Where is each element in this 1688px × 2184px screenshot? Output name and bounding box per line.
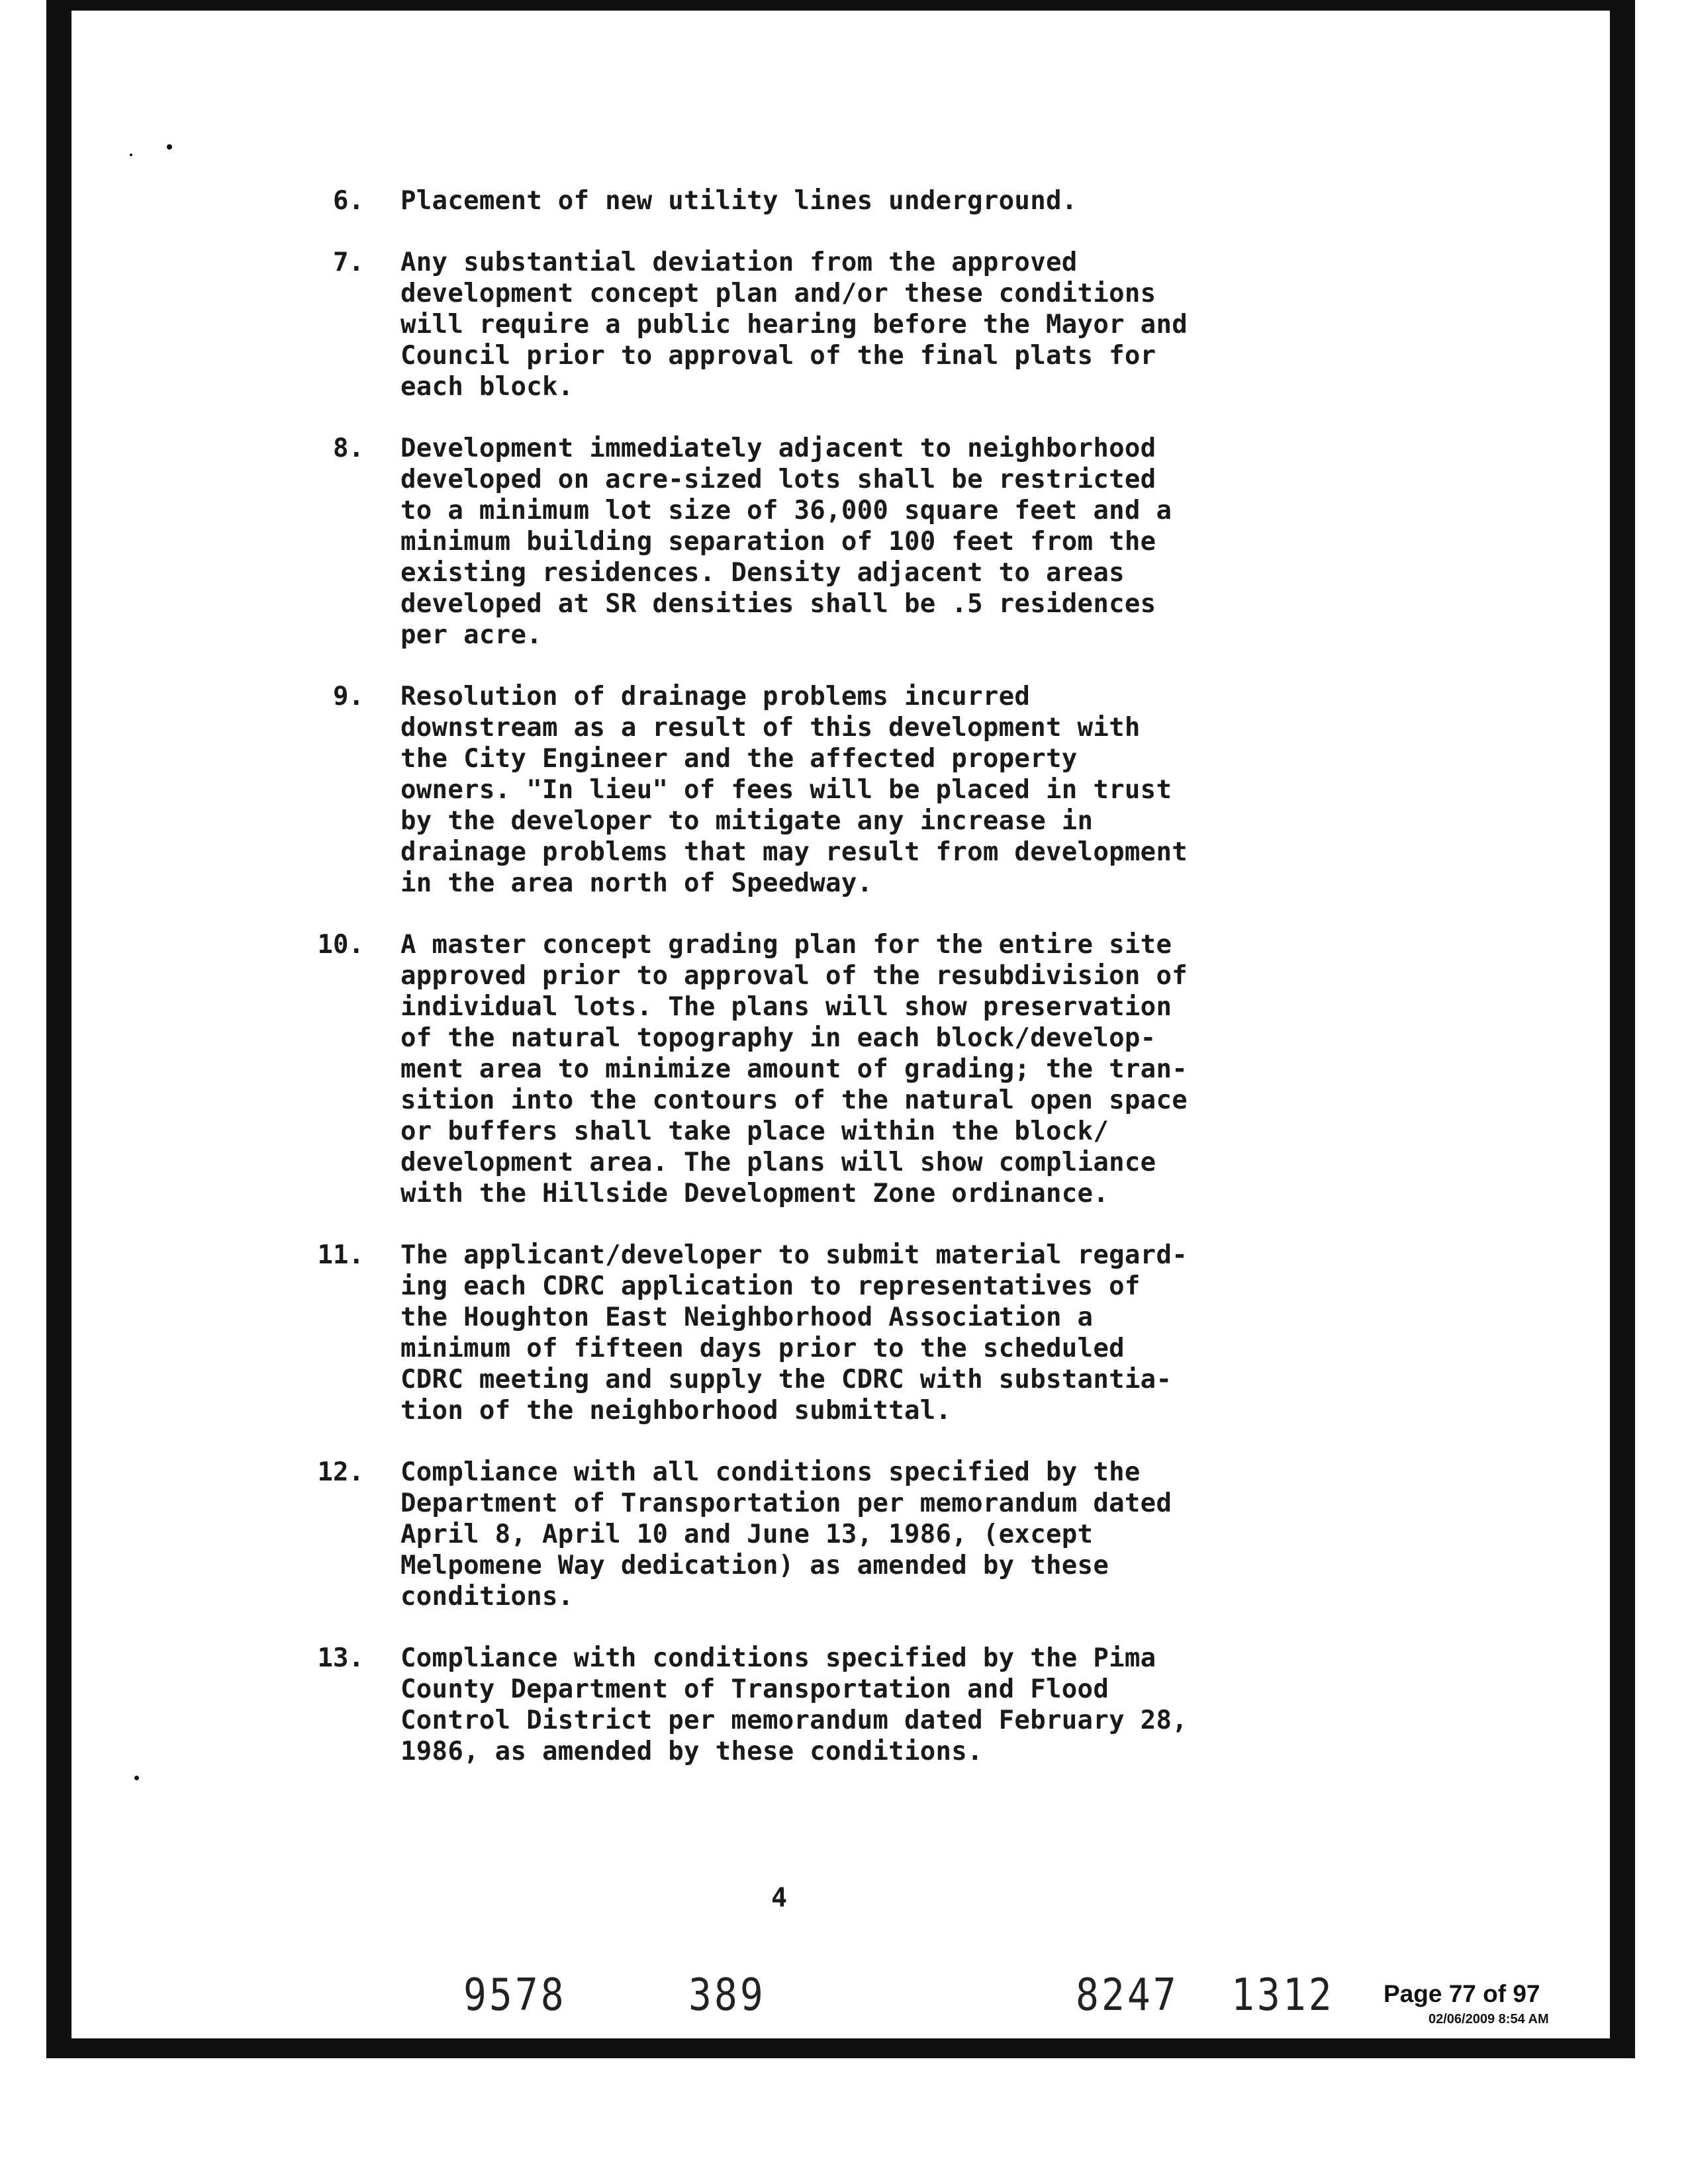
condition-item <box>278 929 1364 1209</box>
scan-speck <box>130 154 132 156</box>
condition-number: 12. <box>317 1457 364 1487</box>
condition-text: The applicant/developer to submit material regard- ing each CDRC application to representatives of the Houghton East Neighborhood Association a minimum of fifteen days prior to the scheduled CDRC meeting and supply the CDRC with substantia- tion of the neighborhood submittal. <box>400 1240 1188 1426</box>
condition-number: 6. <box>333 186 364 216</box>
condition-text: Resolution of drainage problems incurred downstream as a result of this development with the City Engineer and the affected property owners. "In lieu" of fees will be placed in trust by the developer to mitigate any increase in drainage problems that may result from development in the area north of Speedway. <box>400 682 1188 898</box>
docket-stamp: 9578 <box>463 1969 567 2021</box>
condition-item <box>278 681 1364 899</box>
print-timestamp: 02/06/2009 8:54 AM <box>1429 2012 1549 2026</box>
condition-text: Compliance with all conditions specified by the Department of Transportation per memorandum dated April 8, April 10 and June 13, 1986, (except Melpomene Way dedication) as amended by these conditions. <box>400 1457 1172 1612</box>
scan-speck <box>167 144 172 150</box>
condition-item <box>278 1240 1364 1426</box>
condition-item <box>278 247 1364 402</box>
condition-text: Compliance with conditions specified by the Pima County Department of Transportation and Flood Control District per memorandum dated February 28, 1986, as amended by these conditions. <box>400 1643 1188 1766</box>
condition-number: 11. <box>317 1240 364 1270</box>
scan-speck <box>64 958 68 962</box>
condition-number: 13. <box>317 1643 364 1673</box>
condition-number: 10. <box>317 930 364 960</box>
page-count-label: Page 77 of 97 <box>1383 1980 1540 2007</box>
condition-text: Any substantial deviation from the approved development concept plan and/or these conditions will require a public hearing before the Mayor and Council prior to approval of the final plats for each block. <box>400 248 1188 402</box>
condition-text: Development immediately adjacent to neighborhood developed on acre-sized lots shall be restricted to a minimum lot size of 36,000 square feet and a minimum building separation of 100 feet from the existing residences. Density adjacent to areas developed at SR densities shall be .5 residences per acre. <box>400 433 1172 650</box>
condition-text: A master concept grading plan for the entire site approved prior to approval of the resubdivision of individual lots. The plans will show preservation of the natural topography in each block/develop- ment area to minimize amount of grading; the tran- sition into the contours of the natural open space or buffers shall take place within the block/ development area. The plans will show compliance with the Hillside Development Zone ordinance. <box>400 930 1188 1208</box>
condition-item <box>278 185 1364 216</box>
condition-text: Placement of new utility lines underground. <box>400 186 1078 216</box>
condition-item <box>278 1457 1364 1612</box>
page-number-mark: 4 <box>771 1883 788 1913</box>
condition-number: 9. <box>333 682 364 711</box>
sequence-stamp: 8247 <box>1076 1969 1179 2021</box>
conditions-list <box>278 185 1364 1797</box>
scan-speck <box>134 1776 139 1780</box>
condition-number: 7. <box>333 248 364 277</box>
condition-number: 8. <box>333 433 364 463</box>
condition-item <box>278 1643 1364 1767</box>
sequence-suffix-stamp: 1312 <box>1231 1969 1335 2021</box>
page-stamp: 389 <box>688 1969 766 2021</box>
condition-item <box>278 433 1364 651</box>
